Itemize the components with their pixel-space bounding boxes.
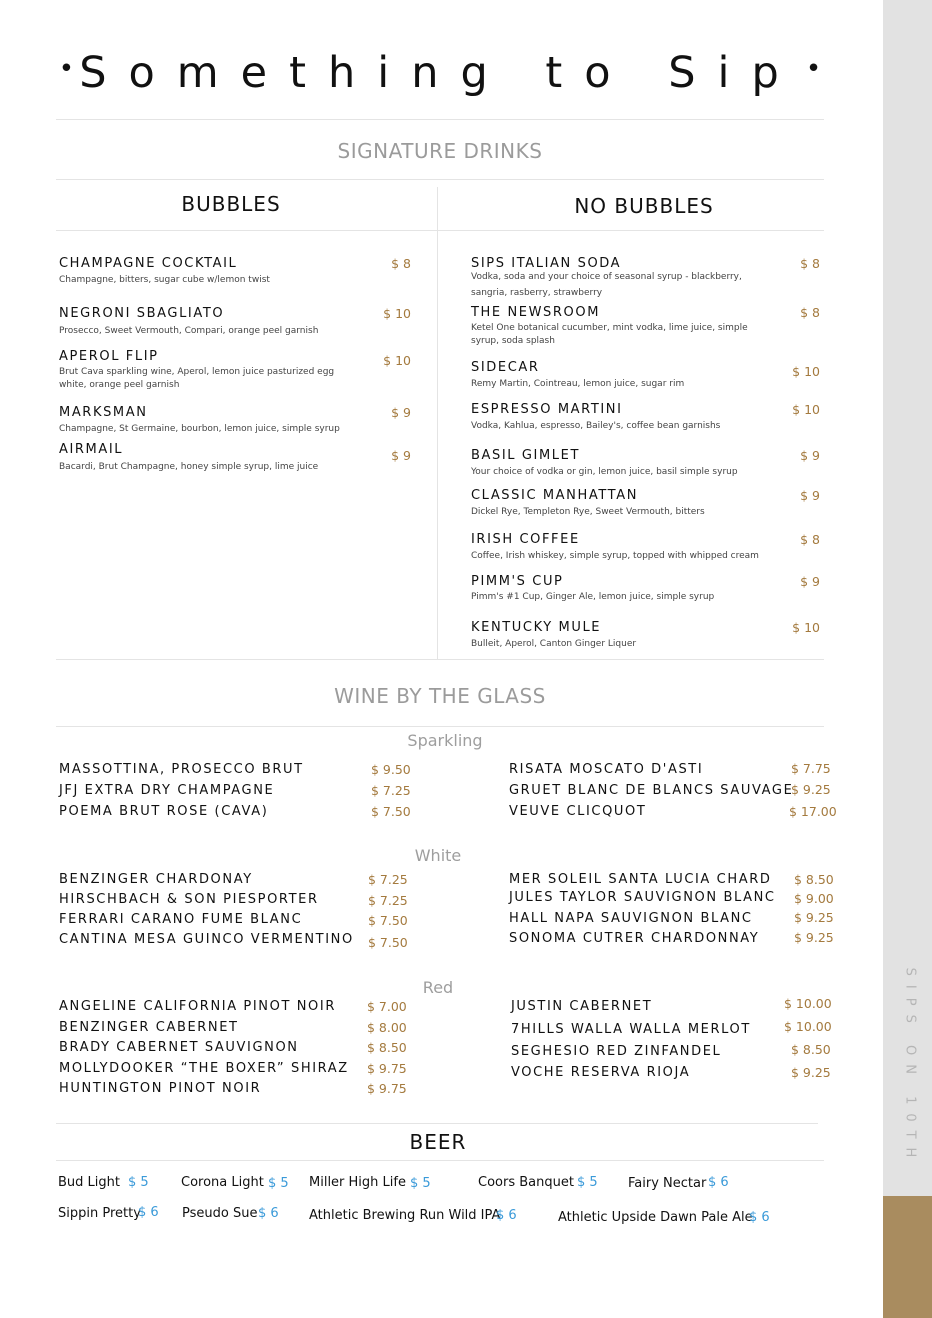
drink-price: $ 9 xyxy=(800,448,820,463)
wine-price: $ 10.00 xyxy=(784,1019,832,1034)
wine-price: $ 8.50 xyxy=(791,1042,831,1057)
bubbles-heading: BUBBLES xyxy=(181,192,281,216)
wine-name: BRADY CABERNET SAUVIGNON xyxy=(59,1040,299,1055)
wine-price: $ 8.00 xyxy=(367,1020,407,1035)
drink-description: Vodka, soda and your choice of seasonal syrup - blackberry, sangria, rasberry, strawberry xyxy=(471,272,742,298)
no-bubbles-heading: NO BUBBLES xyxy=(574,194,714,218)
wine-name: RISATA MOSCATO D'ASTI xyxy=(509,762,704,777)
drink-description: Bulleit, Aperol, Canton Ginger Liquer xyxy=(471,639,637,649)
beer-price: $ 6 xyxy=(496,1208,517,1223)
wine-price: $ 7.25 xyxy=(368,872,408,887)
wine-price: $ 9.25 xyxy=(791,782,831,797)
drink-description: Remy Martin, Cointreau, lemon juice, sugar rim xyxy=(471,379,685,389)
wine-name: SONOMA CUTRER CHARDONNAY xyxy=(509,931,760,946)
drink-name: SIPS ITALIAN SODA xyxy=(471,256,622,271)
wine-price: $ 7.75 xyxy=(791,761,831,776)
beer-name: Miller High Life xyxy=(309,1175,406,1190)
drink-price: $ 8 xyxy=(391,256,411,271)
beer-price: $ 5 xyxy=(410,1176,431,1191)
divider xyxy=(56,659,824,660)
wine-price: $ 10.00 xyxy=(784,996,832,1011)
red-heading: Red xyxy=(422,978,454,997)
drink-name: KENTUCKY MULE xyxy=(471,620,602,635)
drink-name: THE NEWSROOM xyxy=(471,305,601,320)
wine-name: BENZINGER CHARDONAY xyxy=(59,872,253,887)
wine-price: $ 9.25 xyxy=(794,910,834,925)
white-heading: White xyxy=(414,846,462,865)
beer-name: Coors Banquet xyxy=(478,1175,574,1190)
wine-name: JULES TAYLOR SAUVIGNON BLANC xyxy=(509,890,776,905)
wine-name: HUNTINGTON PINOT NOIR xyxy=(59,1081,262,1096)
drink-price: $ 9 xyxy=(391,448,411,463)
beer-price: $ 6 xyxy=(258,1206,279,1221)
wine-price: $ 7.50 xyxy=(368,935,408,950)
drink-price: $ 10 xyxy=(792,620,820,635)
beer-name: Pseudo Sue xyxy=(182,1206,258,1221)
wine-price: $ 9.00 xyxy=(794,891,834,906)
wine-price: $ 8.50 xyxy=(367,1040,407,1055)
drink-name: MARKSMAN xyxy=(59,405,148,420)
drink-price: $ 8 xyxy=(800,305,820,320)
beer-name: Fairy Nectar xyxy=(628,1176,707,1191)
drink-name: CHAMPAGNE COCKTAIL xyxy=(59,256,238,271)
wine-price: $ 7.25 xyxy=(368,893,408,908)
drink-price: $ 8 xyxy=(800,532,820,547)
divider xyxy=(56,1160,824,1161)
wine-name: HIRSCHBACH & SON PIESPORTER xyxy=(59,892,319,907)
side-label: SIPS ON 10TH xyxy=(902,967,918,1167)
drink-description: Ketel One botanical cucumber, mint vodka, lime juice, simple syrup, soda splash xyxy=(471,323,748,346)
sparkling-heading: Sparkling xyxy=(407,731,483,750)
drink-description: Dickel Rye, Templeton Rye, Sweet Vermouth, bitters xyxy=(471,507,705,517)
column-divider xyxy=(437,187,438,659)
page-title: Something to Sip xyxy=(79,48,801,98)
wine-price: $ 9.25 xyxy=(794,930,834,945)
drink-price: $ 9 xyxy=(800,574,820,589)
wine-name: GRUET BLANC DE BLANCS SAUVAGE xyxy=(509,783,794,798)
wine-name: MER SOLEIL SANTA LUCIA CHARD xyxy=(509,872,772,887)
divider xyxy=(56,726,824,727)
drink-name: IRISH COFFEE xyxy=(471,532,580,547)
title-bullet-left: • xyxy=(58,54,75,84)
drink-description: Champagne, St Germaine, bourbon, lemon juice, simple syrup xyxy=(59,424,340,434)
drink-description: Vodka, Kahlua, espresso, Bailey's, coffee bean garnishs xyxy=(471,421,721,431)
beer-price: $ 5 xyxy=(577,1175,598,1190)
page-header xyxy=(56,48,824,98)
divider xyxy=(56,179,824,180)
wine-price: $ 9.75 xyxy=(367,1081,407,1096)
wine-name: CANTINA MESA GUINCO VERMENTINO xyxy=(59,932,354,947)
divider xyxy=(56,1123,818,1124)
beer-name: Athletic Brewing Run Wild IPA xyxy=(309,1208,501,1223)
wine-name: ANGELINE CALIFORNIA PINOT NOIR xyxy=(59,999,336,1014)
wine-name: HALL NAPA SAUVIGNON BLANC xyxy=(509,911,753,926)
drink-name: APEROL FLIP xyxy=(59,349,159,364)
wine-price: $ 9.75 xyxy=(367,1061,407,1076)
wine-price: $ 9.50 xyxy=(371,762,411,777)
beer-name: Sippin Pretty xyxy=(58,1206,141,1221)
wine-name: MASSOTTINA, PROSECCO BRUT xyxy=(59,762,304,777)
drink-name: AIRMAIL xyxy=(59,442,124,457)
drink-name: CLASSIC MANHATTAN xyxy=(471,488,639,503)
drink-name: SIDECAR xyxy=(471,360,540,375)
drink-price: $ 10 xyxy=(792,402,820,417)
divider xyxy=(56,119,824,120)
drink-price: $ 8 xyxy=(800,256,820,271)
divider xyxy=(56,230,824,231)
wine-name: FERRARI CARANO FUME BLANC xyxy=(59,912,303,927)
wine-price: $ 17.00 xyxy=(789,804,837,819)
wine-name: VOCHE RESERVA RIOJA xyxy=(511,1065,691,1080)
drink-name: PIMM'S CUP xyxy=(471,574,564,589)
wine-name: VEUVE CLICQUOT xyxy=(509,804,647,819)
signature-heading: SIGNATURE DRINKS xyxy=(337,139,543,163)
wine-name: BENZINGER CABERNET xyxy=(59,1020,239,1035)
wine-name: 7HILLS WALLA WALLA MERLOT xyxy=(511,1022,751,1037)
wine-price: $ 8.50 xyxy=(794,872,834,887)
beer-name: Athletic Upside Dawn Pale Ale xyxy=(558,1210,753,1225)
wine-name: POEMA BRUT ROSE (CAVA) xyxy=(59,804,269,819)
beer-price: $ 6 xyxy=(749,1210,770,1225)
beer-price: $ 6 xyxy=(708,1175,729,1190)
beer-price: $ 5 xyxy=(268,1176,289,1191)
drink-description: Coffee, Irish whiskey, simple syrup, topped with whipped cream xyxy=(471,551,759,561)
side-panel-accent xyxy=(883,1196,932,1318)
drink-description: Champagne, bitters, sugar cube w/lemon twist xyxy=(59,275,270,285)
wine-name: MOLLYDOOKER “THE BOXER” SHIRAZ xyxy=(59,1061,349,1076)
beer-price: $ 6 xyxy=(138,1205,159,1220)
drink-description: Pimm's #1 Cup, Ginger Ale, lemon juice, simple syrup xyxy=(471,592,715,602)
drink-price: $ 9 xyxy=(800,488,820,503)
drink-description: Bacardi, Brut Champagne, honey simple syrup, lime juice xyxy=(59,462,319,472)
wine-price: $ 7.50 xyxy=(371,804,411,819)
wine-price: $ 9.25 xyxy=(791,1065,831,1080)
drink-price: $ 10 xyxy=(383,353,411,368)
wine-heading: WINE BY THE GLASS xyxy=(334,684,546,708)
beer-name: Corona Light xyxy=(181,1175,264,1190)
title-bullet-right: • xyxy=(805,54,822,84)
wine-name: JUSTIN CABERNET xyxy=(511,999,653,1014)
drink-price: $ 10 xyxy=(792,364,820,379)
drink-price: $ 9 xyxy=(391,405,411,420)
wine-name: JFJ EXTRA DRY CHAMPAGNE xyxy=(59,783,275,798)
wine-name: SEGHESIO RED ZINFANDEL xyxy=(511,1044,722,1059)
drink-name: NEGRONI SBAGLIATO xyxy=(59,306,225,321)
wine-price: $ 7.50 xyxy=(368,913,408,928)
drink-description: Prosecco, Sweet Vermouth, Compari, orange peel garnish xyxy=(59,326,319,336)
beer-name: Bud Light xyxy=(58,1175,120,1190)
beer-heading: BEER xyxy=(409,1130,467,1154)
drink-description: Brut Cava sparkling wine, Aperol, lemon juice pasturized egg white, orange peel garnish xyxy=(59,367,335,390)
wine-price: $ 7.25 xyxy=(371,783,411,798)
wine-price: $ 7.00 xyxy=(367,999,407,1014)
drink-description: Your choice of vodka or gin, lemon juice, basil simple syrup xyxy=(471,467,738,477)
drink-name: BASIL GIMLET xyxy=(471,448,580,463)
drink-name: ESPRESSO MARTINI xyxy=(471,402,623,417)
drink-price: $ 10 xyxy=(383,306,411,321)
beer-price: $ 5 xyxy=(128,1175,149,1190)
